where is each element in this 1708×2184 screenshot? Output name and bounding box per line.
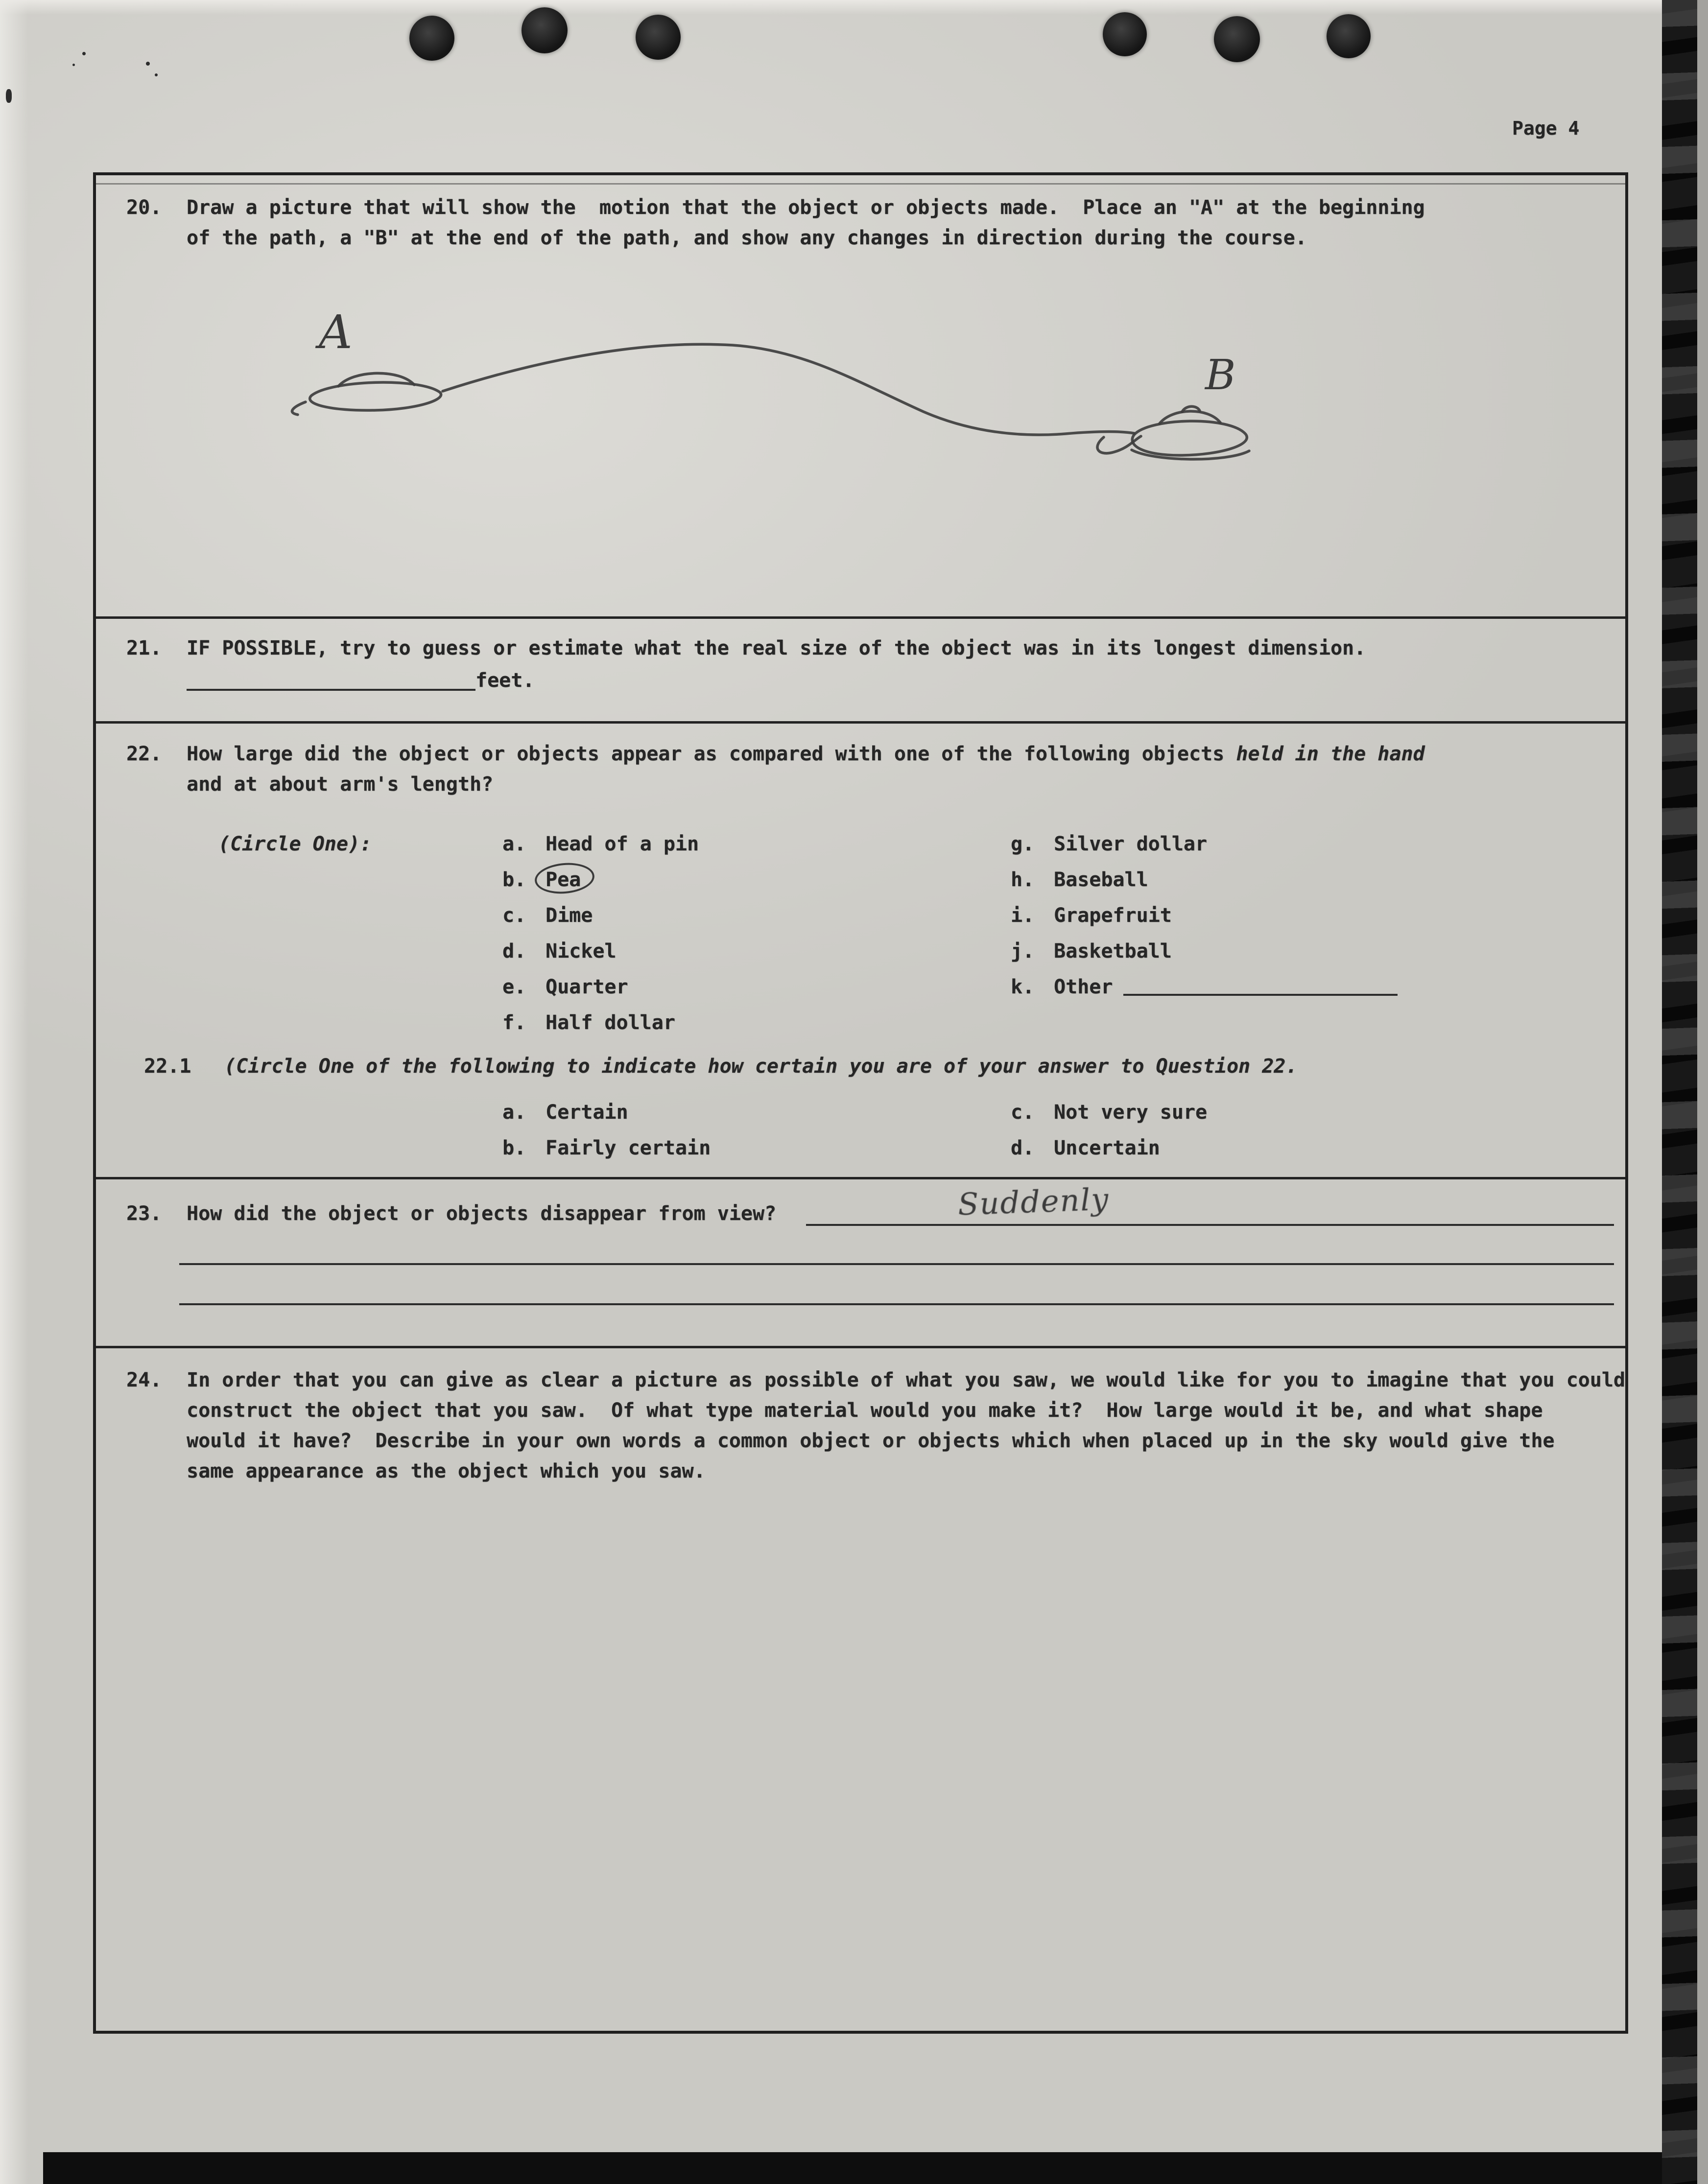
punch-hole bbox=[1214, 16, 1260, 62]
option-letter: g. bbox=[1011, 833, 1035, 855]
option-label-pea-circled: Pea bbox=[546, 869, 581, 891]
sketch-label-b: B bbox=[1205, 351, 1236, 399]
q22-options-left bbox=[502, 832, 699, 1047]
q21-answer-row bbox=[187, 669, 534, 692]
option-label: Silver dollar bbox=[1054, 833, 1208, 855]
option-label: Basketball bbox=[1054, 940, 1172, 963]
option-letter: c. bbox=[1011, 1101, 1035, 1124]
q22-number: 22. bbox=[126, 743, 162, 765]
option-label: Fairly certain bbox=[546, 1137, 711, 1159]
scan-speck bbox=[146, 62, 150, 66]
sketch-left-tail bbox=[292, 402, 306, 415]
q22-text-line1-italic: held in the hand bbox=[1236, 743, 1425, 765]
scan-edge-top bbox=[0, 0, 1708, 15]
option-certain bbox=[502, 1101, 711, 1136]
option-quarter bbox=[502, 975, 699, 1011]
option-other bbox=[1011, 975, 1398, 1011]
section-divider bbox=[96, 1177, 1625, 1179]
q23-number: 23. bbox=[126, 1202, 162, 1225]
circle-one-label: (Circle One): bbox=[218, 833, 372, 855]
option-letter: e. bbox=[502, 976, 526, 998]
option-label: Grapefruit bbox=[1054, 904, 1172, 927]
scan-edge-right-dark-strip bbox=[1662, 0, 1697, 2184]
option-basketball bbox=[1011, 939, 1398, 975]
section-divider bbox=[96, 721, 1625, 724]
option-letter: b. bbox=[502, 1137, 526, 1159]
option-not-very-sure bbox=[1011, 1101, 1207, 1136]
q21-feet-label: feet. bbox=[475, 669, 535, 692]
option-letter: f. bbox=[502, 1011, 526, 1034]
q22-options-right bbox=[1011, 832, 1398, 1011]
option-letter: a. bbox=[502, 833, 526, 855]
section-divider bbox=[96, 1346, 1625, 1348]
punch-hole bbox=[409, 16, 454, 61]
option-grapefruit bbox=[1011, 904, 1398, 939]
q24-text-line4: same appearance as the object which you saw. bbox=[187, 1460, 706, 1482]
q22-1-number: 22.1 bbox=[144, 1055, 191, 1078]
q21-number: 21. bbox=[126, 637, 162, 659]
scan-edge-right-outer bbox=[1697, 0, 1708, 2184]
option-fairly-certain bbox=[502, 1136, 711, 1172]
option-letter: a. bbox=[502, 1101, 526, 1124]
option-nickel bbox=[502, 939, 699, 975]
option-uncertain bbox=[1011, 1136, 1207, 1172]
option-other-blank bbox=[1123, 975, 1398, 996]
option-label: Nickel bbox=[546, 940, 617, 963]
option-head-of-pin bbox=[502, 832, 699, 868]
option-label: Head of a pin bbox=[546, 833, 699, 855]
q21-size-blank bbox=[187, 670, 475, 691]
option-dime bbox=[502, 904, 699, 939]
option-label: Other bbox=[1054, 976, 1113, 998]
motion-path-sketch bbox=[253, 290, 1457, 569]
option-label: Half dollar bbox=[546, 1011, 675, 1034]
q22-1-options-left bbox=[502, 1101, 711, 1172]
q23-text: How did the object or objects disappear from view? bbox=[187, 1202, 777, 1225]
option-letter: c. bbox=[502, 904, 526, 927]
option-half-dollar bbox=[502, 1011, 699, 1047]
sketch-left-saucer bbox=[310, 382, 441, 410]
q24-text-line3: would it have? Describe in your own words a common object or objects which when placed up in the sky would give the bbox=[187, 1430, 1555, 1452]
q20-text-line2: of the path, a "B" at the end of the path, and show any changes in direction during the course. bbox=[187, 227, 1307, 249]
scan-speck bbox=[82, 52, 86, 55]
option-label: Baseball bbox=[1054, 869, 1148, 891]
q20-text-line1: Draw a picture that will show the motion that the object or objects made. Place an "A" at the beginning bbox=[187, 196, 1425, 219]
form-frame bbox=[93, 172, 1628, 2034]
scan-speck bbox=[155, 73, 158, 76]
frame-echo-line bbox=[96, 183, 1625, 185]
option-letter: j. bbox=[1011, 940, 1035, 963]
option-label: Dime bbox=[546, 904, 593, 927]
q24-text-line1: In order that you can give as clear a picture as possible of what you saw, we would like for you to imagine that you could bbox=[187, 1369, 1626, 1391]
q22-text-line2: and at about arm's length? bbox=[187, 773, 494, 796]
section-divider bbox=[96, 616, 1625, 619]
option-letter: d. bbox=[1011, 1137, 1035, 1159]
option-letter: d. bbox=[502, 940, 526, 963]
q24-number: 24. bbox=[126, 1369, 162, 1391]
q23-extra-line-1 bbox=[179, 1263, 1614, 1265]
q22-1-text: (Circle One of the following to indicate how certain you are of your answer to Question 22. bbox=[224, 1055, 1298, 1078]
q22-text-line1 bbox=[187, 742, 1425, 766]
option-silver-dollar bbox=[1011, 832, 1398, 868]
punch-hole bbox=[1103, 12, 1147, 56]
sketch-label-a: A bbox=[319, 305, 353, 359]
option-pea bbox=[502, 868, 699, 904]
q23-handwritten-answer: Suddenly bbox=[957, 1181, 1110, 1222]
option-label: Uncertain bbox=[1054, 1137, 1160, 1159]
q22-1-options-right bbox=[1011, 1101, 1207, 1172]
punch-hole bbox=[1327, 14, 1371, 58]
scan-edge-left bbox=[0, 0, 28, 2184]
q23-extra-line-2 bbox=[179, 1303, 1614, 1305]
option-letter: i. bbox=[1011, 904, 1035, 927]
q22-text-line1-normal: How large did the object or objects appear as compared with one of the following objects bbox=[187, 743, 1236, 765]
option-label: Quarter bbox=[546, 976, 628, 998]
option-label: Not very sure bbox=[1054, 1101, 1208, 1124]
q21-text: IF POSSIBLE, try to guess or estimate what the real size of the object was in its longest dimension. bbox=[187, 637, 1366, 659]
option-letter: h. bbox=[1011, 869, 1035, 891]
page-number-label: Page 4 bbox=[1512, 117, 1580, 139]
scan-speck bbox=[72, 64, 75, 66]
option-letter: b. bbox=[502, 869, 526, 891]
q23-answer-line bbox=[806, 1224, 1614, 1226]
option-baseball bbox=[1011, 868, 1398, 904]
punch-hole bbox=[522, 7, 568, 53]
q24-text-line2: construct the object that you saw. Of what type material would you make it? How large would it be, and what shape bbox=[187, 1399, 1543, 1422]
sketch-flight-path bbox=[443, 344, 1134, 435]
scan-speck bbox=[6, 89, 12, 103]
option-letter: k. bbox=[1011, 976, 1035, 998]
punch-hole bbox=[636, 15, 681, 60]
option-label: Certain bbox=[546, 1101, 628, 1124]
sketch-right-saucer bbox=[1132, 421, 1247, 455]
q20-number: 20. bbox=[126, 196, 162, 219]
scan-edge-bottom-dark-strip bbox=[43, 2152, 1662, 2184]
